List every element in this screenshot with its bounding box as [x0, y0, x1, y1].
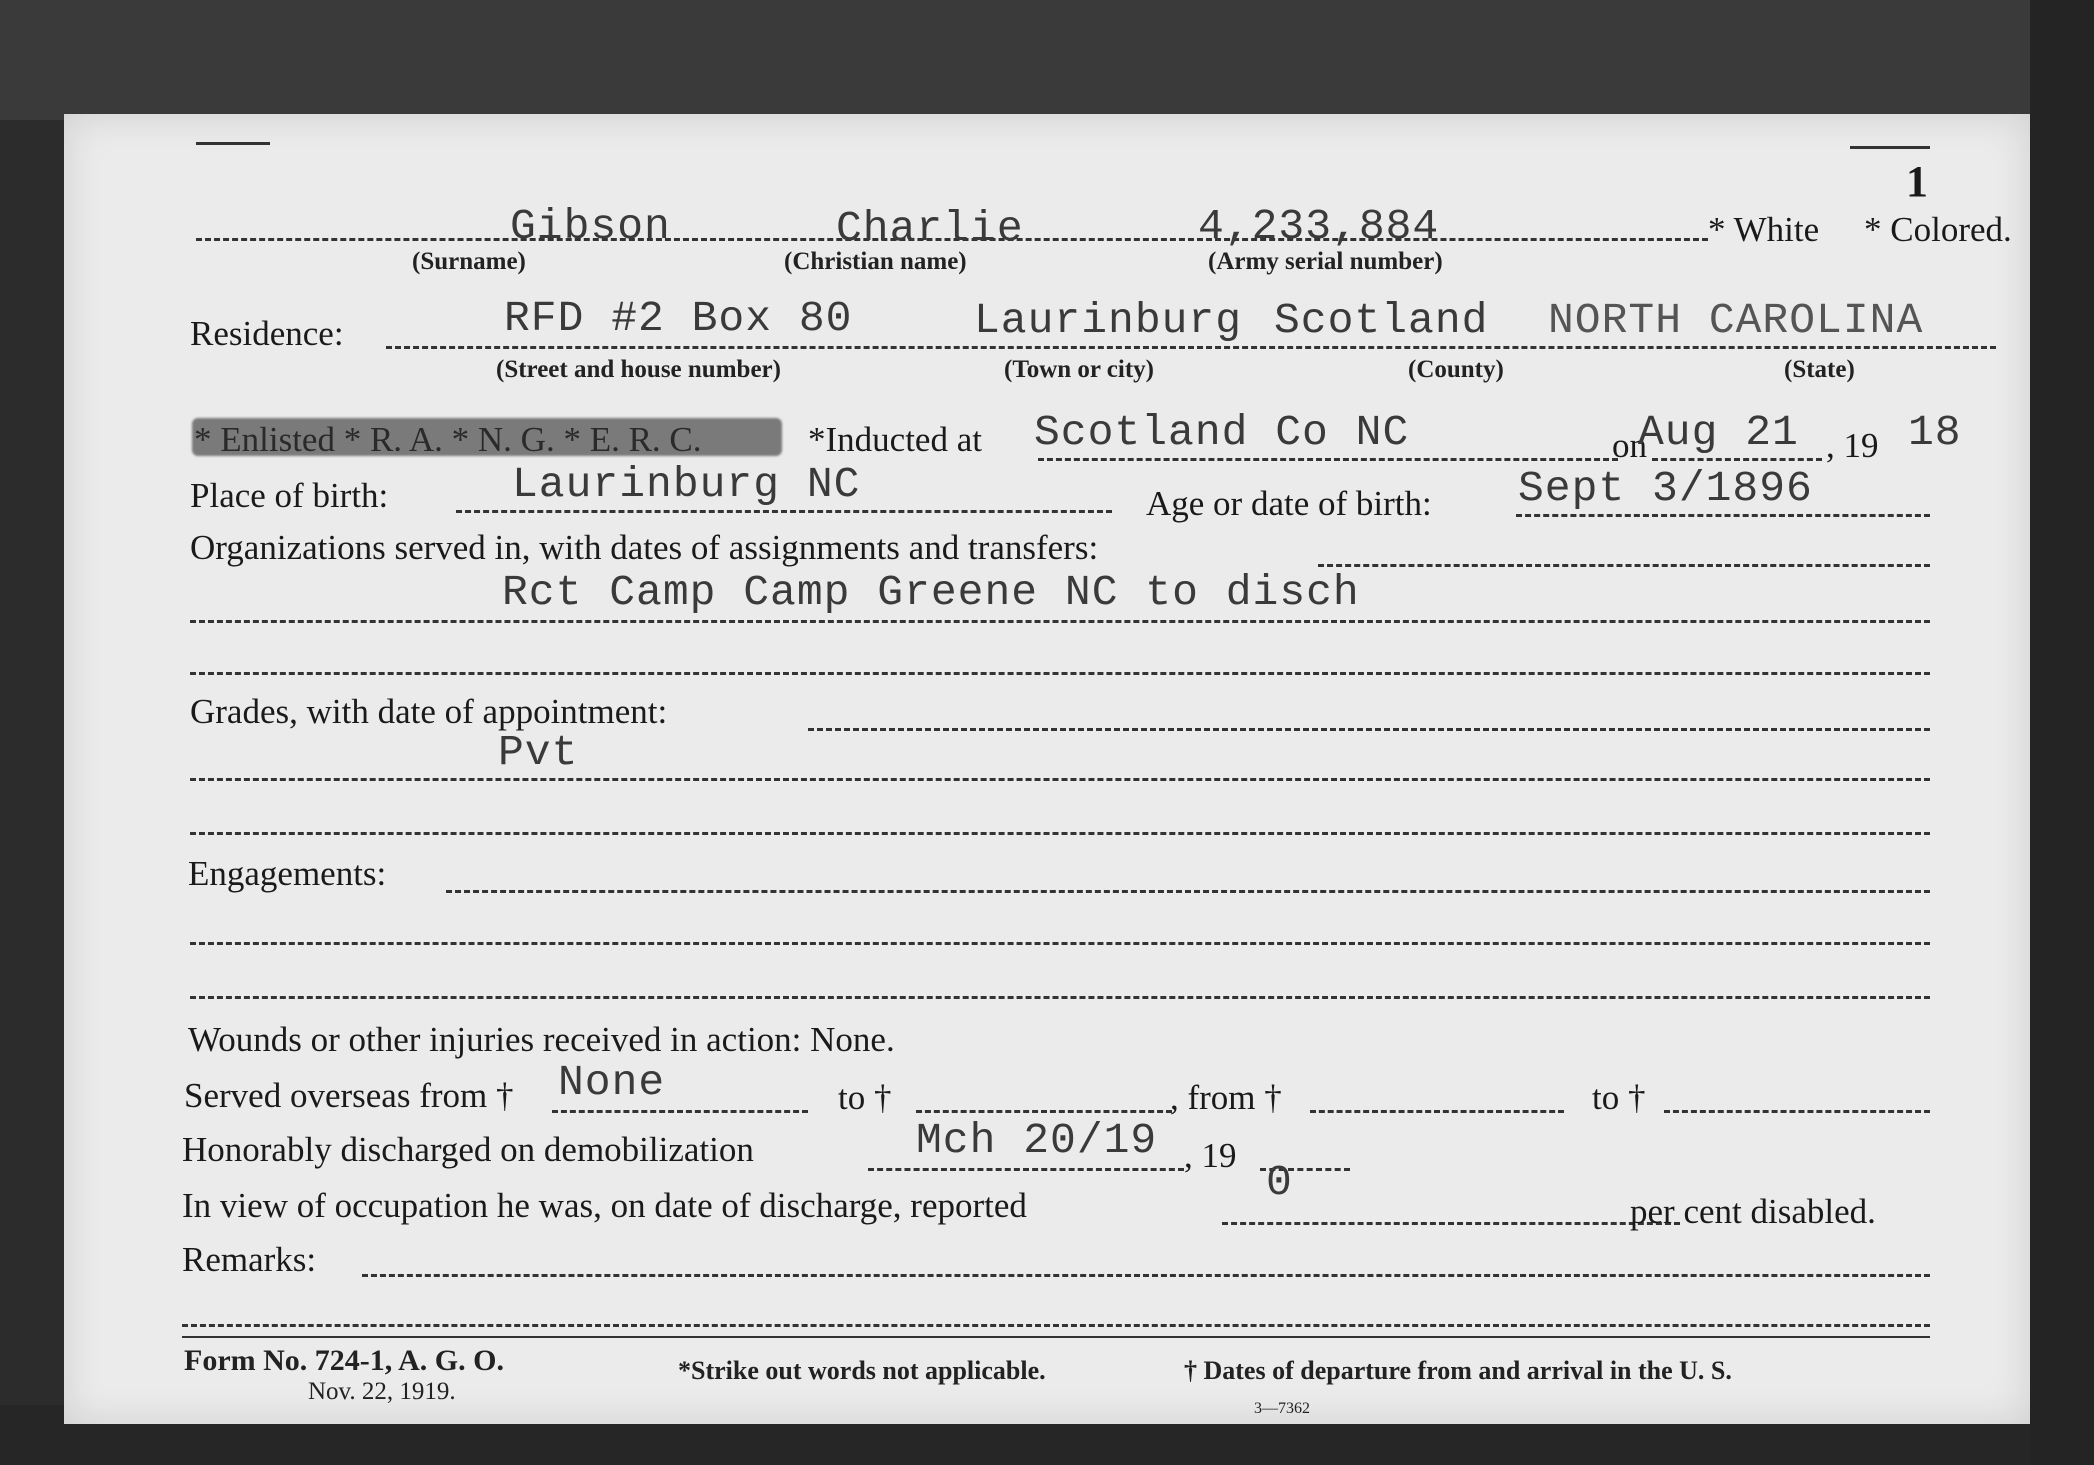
colored-marker: * Colored. — [1864, 210, 2012, 249]
age-or-dob-label: Age or date of birth: — [1146, 484, 1432, 523]
street-entry: RFD #2 Box 80 — [504, 294, 853, 343]
inducted-date-entry: Aug 21 — [1638, 408, 1799, 457]
form-date: Nov. 22, 1919. — [308, 1378, 456, 1405]
strike-note: *Strike out words not applicable. — [678, 1356, 1046, 1385]
overseas-to-line — [916, 1110, 1172, 1113]
served-overseas-label: Served overseas from † — [184, 1076, 514, 1115]
county-caption: (County) — [1408, 356, 1504, 383]
organizations-line-3 — [190, 672, 1930, 675]
white-marker: * White — [1708, 210, 1820, 249]
organizations-entry: Rct Camp Camp Greene NC to disch — [502, 568, 1360, 617]
overseas-to2-line — [1664, 1110, 1930, 1113]
remarks-line-1 — [362, 1274, 1930, 1277]
dates-note: † Dates of departure from and arrival in the U. S. — [1184, 1356, 1732, 1385]
grades-line-1 — [808, 728, 1930, 731]
per-cent-label: per cent disabled. — [1630, 1192, 1876, 1231]
overseas-to-label: to † — [838, 1078, 892, 1117]
footer-rule — [182, 1336, 1930, 1338]
disabled-percent-line — [1222, 1222, 1680, 1225]
surname-entry: Gibson — [510, 202, 671, 251]
state-caption: (State) — [1784, 356, 1855, 383]
discharge-year-prefix: , 19 — [1184, 1136, 1237, 1175]
inducted-year-entry: 18 — [1908, 408, 1962, 457]
overseas-from2-line — [1310, 1110, 1564, 1113]
grades-label: Grades, with date of appointment: — [190, 692, 668, 731]
discharged-label: Honorably discharged on demobilization — [182, 1130, 754, 1169]
engagements-line-3 — [190, 996, 1930, 999]
occupation-label: In view of occupation he was, on date of discharge, reported — [182, 1186, 1027, 1225]
place-of-birth-entry: Laurinburg NC — [512, 460, 861, 509]
wounds-label: Wounds or other injuries received in action: None. — [188, 1020, 895, 1059]
serial-number-entry: 4,233,884 — [1198, 202, 1440, 251]
on-label: on — [1612, 426, 1647, 465]
scanner-background-right — [2030, 0, 2094, 1465]
discharge-date-line — [868, 1168, 1184, 1171]
print-code: 3—7362 — [1254, 1400, 1310, 1417]
christian-name-caption: (Christian name) — [784, 248, 967, 275]
state-entry: NORTH CAROLINA — [1548, 296, 1924, 345]
remarks-line-2 — [182, 1324, 1930, 1327]
place-of-birth-label: Place of birth: — [190, 476, 389, 515]
inducted-at-entry: Scotland Co NC — [1034, 408, 1410, 457]
enlistment-options: * Enlisted * R. A. * N. G. * E. R. C. — [194, 420, 702, 459]
inducted-at-label: *Inducted at — [808, 420, 982, 459]
town-caption: (Town or city) — [1004, 356, 1154, 383]
residence-label: Residence: — [190, 314, 344, 353]
overseas-from2-label: , from † — [1170, 1078, 1282, 1117]
surname-caption: (Surname) — [412, 248, 526, 275]
organizations-line-2 — [190, 620, 1930, 623]
dob-entry: Sept 3/1896 — [1518, 464, 1813, 513]
engagements-line-1 — [446, 890, 1930, 893]
year-prefix: , 19 — [1826, 426, 1879, 465]
grade-entry: Pvt — [498, 728, 579, 777]
organizations-line-1 — [1318, 564, 1930, 567]
residence-line — [386, 346, 1996, 349]
grades-line-3 — [190, 832, 1930, 835]
card-number: 1 — [1906, 157, 1928, 206]
top-left-rule — [196, 142, 270, 145]
overseas-from-line — [552, 1110, 808, 1113]
serial-caption: (Army serial number) — [1208, 248, 1443, 275]
organizations-label: Organizations served in, with dates of assignments and transfers: — [190, 528, 1099, 567]
christian-name-entry: Charlie — [836, 204, 1024, 253]
overseas-from-entry: None — [558, 1058, 666, 1107]
inducted-at-line — [1038, 458, 1618, 461]
scanner-background-top — [0, 0, 2094, 120]
inducted-date-line — [1652, 458, 1822, 461]
top-right-rule — [1850, 146, 1930, 149]
overseas-to2-label: to † — [1592, 1078, 1646, 1117]
form-number: Form No. 724-1, A. G. O. — [184, 1344, 504, 1377]
place-of-birth-line — [456, 510, 1112, 513]
grades-line-2 — [190, 778, 1930, 781]
town-entry: Laurinburg — [974, 296, 1243, 345]
disabled-percent-entry: 0 — [1266, 1158, 1293, 1207]
dob-line — [1516, 514, 1930, 517]
remarks-label: Remarks: — [182, 1240, 317, 1279]
engagements-line-2 — [190, 942, 1930, 945]
discharge-date-entry: Mch 20/19 — [916, 1116, 1158, 1165]
service-record-card — [64, 114, 2030, 1424]
county-entry: Scotland — [1274, 296, 1489, 345]
street-caption: (Street and house number) — [496, 356, 781, 383]
engagements-label: Engagements: — [188, 854, 387, 893]
